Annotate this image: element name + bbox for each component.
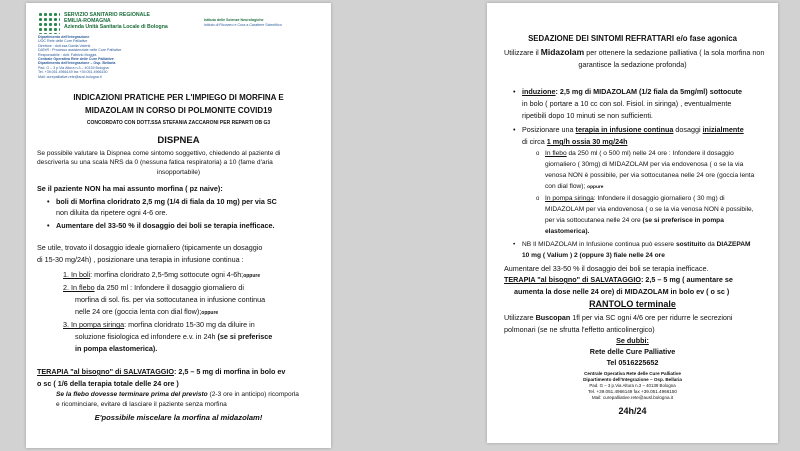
- option-2: 2. In flebo da 250 ml : Infondere il dosaggio giornaliero di: [63, 283, 245, 292]
- rantolo-heading: RANTOLO terminale: [589, 299, 676, 309]
- bullet-boli: • boli di Morfina cloridrato 2,5 mg (1/4 di fiala da 10 mg) per via SC: [56, 198, 277, 205]
- network-phone: Tel 0516225652: [606, 358, 659, 367]
- dept-line: Mail: curepalliative.rete@ausl.bologna.it: [38, 74, 102, 79]
- footer-line: Pad. G – 3 p.Via Altura n.3 – 40139 Bologna: [589, 383, 676, 388]
- header-inst2: Istituto di Ricovero e Cura a Carattere Scientifico: [204, 23, 282, 27]
- dept-line: Centrale Operativa Rete delle Cure Palliative: [38, 57, 114, 62]
- document-page-1: [26, 3, 331, 448]
- rescue-2-line-1: TERAPIA "al bisogno" di SALVATAGGIO: 2,5 – 5 mg ( aumentare se: [504, 275, 733, 284]
- buscopan-line-2: polmonari (se ne sfrutta l'effetto anticolinergico): [504, 325, 655, 334]
- rescue-line-2: o sc ( 1/6 della terapia totale delle 24 ore ): [37, 379, 179, 388]
- mix-note: E'possibile miscelare la morfina al midazolam!: [94, 413, 263, 422]
- induzione-cont: in bolo ( portare a 10 cc con sol. Fisiol. in siringa) , eventualmente: [522, 99, 732, 108]
- rescue-2-line-2: aumenta la dose nelle 24 ore) di MIDAZOLAM in bolo ev ( o sc ): [514, 287, 730, 296]
- nb-cont: 10 mg ( Valium ) 2 (oppure 3) fiale nelle 24 ore: [522, 252, 665, 259]
- dept-line: Direttore : dott.ssa Danila Valenti: [38, 43, 91, 48]
- ideal-line-1: Se utile, trovato il dosaggio ideale giornaliero (tipicamente un dosaggio: [37, 243, 263, 252]
- option-flebo: o In flebo da 250 ml ( o 500 ml) nelle 24 ore : Infondere il dosaggio: [545, 151, 734, 158]
- increase-note: Aumentare del 33-50 % il dosaggio dei boli se terapia inefficace.: [504, 264, 709, 273]
- bullet-nb: • NB Il MIDAZOLAM in Infusione continua può essere sostituito da DIAZEPAM: [522, 242, 751, 249]
- flebo-cont2: venosa NON è possibile, per via sottocutanea nelle 24 ore (goccia lenta: [545, 172, 755, 179]
- bullet-induzione: • induzione: 2,5 mg di MIDAZOLAM (1/2 fiala da 5mg/ml) sottocute: [522, 88, 742, 95]
- intro-line: Se possibile valutare la Dispnea come sintomo soggettivo, chiedendo al paziente di: [37, 150, 281, 157]
- dept-line: Dipartimento dell'Integrazione – Osp. Bellaria: [38, 61, 116, 66]
- bullet-increase: • Aumentare del 33-50 % il dosaggio dei boli se terapia inefficace.: [56, 222, 275, 229]
- section-dispnea: DISPNEA: [157, 135, 200, 146]
- header-department-block: [38, 35, 121, 79]
- title-line-1: INDICAZIONI PRATICHE PER L'IMPIEGO DI MORFINA E: [73, 93, 284, 102]
- bullet-posizionare: • Posizionare una terapia in infusione continua dosaggi inizialmente: [522, 126, 744, 133]
- title-line-2: MIDAZOLAM IN CORSO DI POLMONITE COVID19: [84, 106, 273, 115]
- option-3-cont: soluzione fisiologica ed infondere e.v. in 24h (se si preferisce: [75, 332, 273, 341]
- naive-heading: Se il paziente NON ha mai assunto morfina ( pz naive):: [37, 184, 223, 193]
- sedation-title: SEDAZIONE DEI SINTOMI REFRATTARI e/o fase agonica: [528, 34, 737, 43]
- footer-line: Dipartimento dell'Integrazione – Osp. Bellaria: [583, 377, 682, 382]
- doubts-heading: Se dubbi:: [616, 336, 649, 345]
- induzione-cont2: ripetibili dopo 10 minuti se non sufficienti.: [522, 111, 653, 120]
- option-2-cont2: nelle 24 ore (goccia lenta con dial flow);oppure: [75, 307, 219, 316]
- dept-line: Tel. +39.051.4966149 fax +39.051.4966150: [38, 70, 108, 75]
- pompa-cont: MIDAZOLAM per via endovenosa ( o se la via venosa NON è possibile,: [545, 206, 754, 213]
- network-name: Rete delle Cure Palliative: [589, 347, 676, 356]
- sedation-intro-2: garantisce la sedazione profonda): [578, 60, 687, 69]
- posizionare-cont: di circa 1 mg/h ossia 30 mg/24h: [522, 137, 628, 146]
- footer-line: Centrale Operativa Rete delle Cure Palliative: [584, 371, 681, 376]
- document-page-2: [487, 3, 778, 443]
- intro-line: descriverla su una scala NRS da 0 (nessuna fatica respiratoria) a 10 (fame d'aria: [37, 159, 273, 166]
- rescue-line-1: TERAPIA "al bisogno" di SALVATAGGIO: 2,5 – 5 mg di morfina in bolo ev: [37, 367, 286, 376]
- option-3: 3. In pompa siringa: morfina cloridrato 15-30 mg da diluire in: [63, 320, 255, 329]
- dept-line: Responsabile : dott. Fabrizio Moggia: [38, 52, 97, 57]
- header-org3: Azienda Unità Sanitaria Locale di Bologna: [64, 24, 168, 30]
- header-inst1: Istituto delle Scienze Neurologiche: [204, 18, 264, 22]
- ideal-line-2: di 15-30 mg/24h) , posizionare una terapia in infusione continua :: [37, 255, 244, 264]
- dept-line: Dipartimento dell'Integrazione: [38, 35, 90, 39]
- sedation-intro: Utilizzare il Midazolam per ottenere la sedazione palliativa ( la sola morfina non: [504, 47, 765, 57]
- dept-line: Pad. G – 3 p.Via Altura n.3 – 40139 Bologna: [38, 65, 109, 70]
- option-1: 1. In boli: morfina cloridrato 2,5-5mg sottocute ogni 4-6h;oppure: [63, 270, 261, 279]
- option-pompa: o In pompa siringa: Infondere il dosaggio giornaliero ( 30 mg) di: [545, 196, 725, 203]
- dept-line: DATeR : Processo assistenziale nelle Cure Palliative: [38, 48, 122, 53]
- pompa-cont3: elastomerica).: [545, 228, 590, 235]
- dept-line: UOC Rete delle Cure Palliative: [38, 39, 88, 44]
- flebo-cont3: con dial flow); oppure: [545, 183, 604, 190]
- option-3-cont2: in pompa elastomerica).: [75, 344, 158, 353]
- footer-line: Mail: curepalliative.rete@ausl.bologna.it: [591, 395, 674, 400]
- subtitle: CONCORDATO CON DOTT.SSA STEFANIA ZACCARONI PER REPARTI OB G3: [86, 120, 271, 126]
- header-org1: SERVIZIO SANITARIO REGIONALE: [64, 12, 150, 18]
- ausl-logo-icon: [38, 12, 60, 34]
- flebo-note-1: Se la flebo dovesse terminare prima del previsto (2-3 ore in anticipo) ricomporla: [56, 391, 299, 398]
- flebo-cont: giornaliero ( 30mg) di MIDAZOLAM per via endovenosa ( o se la via: [545, 161, 744, 168]
- intro-line: insopportabile): [156, 169, 201, 176]
- flebo-note-2: e ricominciare, evitare di lasciare il paziente senza morfina: [56, 401, 227, 408]
- pompa-cont2: per via sottocutanea nelle 24 ore (se si preferisce in pompa: [545, 217, 724, 224]
- option-2-cont: morfina di sol. fis. per via sottocutanea in infusione continua: [75, 295, 266, 304]
- header-org2: EMILIA-ROMAGNA: [64, 18, 111, 24]
- footer-line: Tel. +39.051.4966149 fax +39.051.4966150: [588, 389, 677, 394]
- hours-24: 24h/24: [618, 406, 647, 416]
- buscopan-line-1: Utilizzare Buscopan 1fl per via SC ogni 4/6 ore per ridurre le secrezioni: [504, 313, 733, 322]
- bullet-boli-cont: non diluita da ripetere ogni 4-6 ore.: [56, 208, 168, 217]
